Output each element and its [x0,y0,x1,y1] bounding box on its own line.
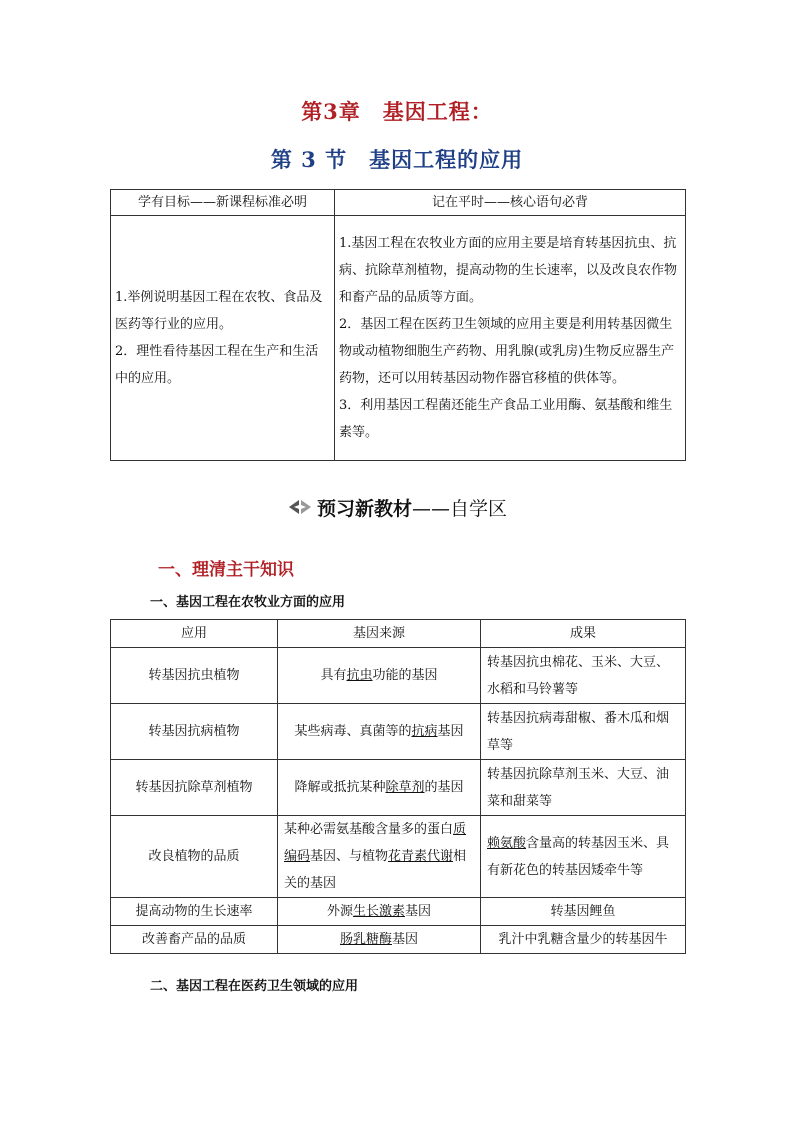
section-title: 第 3 节 基因工程的应用 [270,147,524,172]
cell-gene-source [278,926,481,954]
goals-header-left: 学有目标——新课程标准必明 [111,190,335,216]
text-part: 外源 [326,904,353,919]
goals-header-right: 记在平时——核心语句必背 [335,190,686,216]
text-part: 某些病毒、真菌等的 [294,724,412,739]
cell-result: 转基因抗除草剂玉米、大豆、油菜和甜菜等 [481,760,686,816]
col-header-result: 成果 [481,620,686,648]
core-item: 2．基因工程在医药卫生领域的应用主要是利用转基因微生物或动植物细胞生产药物、用乳腺(或乳房)生物反应器生产药物，还可以用转基因动物作器官移植的供体等。 [339,317,675,386]
goal-item: 1.举例说明基因工程在农牧、食品及医药等行业的应用。 [115,290,323,332]
text-part: 基因 [392,932,419,947]
banner-rest-text: ——自学区 [412,498,508,520]
table-row [111,816,686,898]
text-part: 某种必需氨基酸含量多的蛋白 [284,822,454,837]
col-header-application: 应用 [111,620,278,648]
table-row [111,704,686,760]
cell-result: 乳汁中乳糖含量少的转基因牛 [481,926,686,954]
cell-application: 转基因抗虫植物 [111,648,278,704]
table-row [111,648,686,704]
goals-table [110,189,686,461]
cell-application: 改善畜产品的品质 [111,926,278,954]
goals-left-cell [111,216,335,461]
heading-agriculture: 一、基因工程在农牧业方面的应用 [150,595,346,610]
cell-application: 转基因抗除草剂植物 [111,760,278,816]
book-logo-icon [287,497,313,522]
underlined-term: 花青素代谢 [388,849,454,864]
col-header-gene-source: 基因来源 [278,620,481,648]
cell-application: 转基因抗病植物 [111,704,278,760]
cell-gene-source [278,898,481,926]
underlined-term: 抗病 [411,724,438,739]
heading-medicine: 二、基因工程在医药卫生领域的应用 [150,979,359,994]
goal-item: 2．理性看待基因工程在生产和生活中的应用。 [115,344,319,386]
cell-result: 转基因抗虫棉花、玉米、大豆、水稻和马铃薯等 [481,648,686,704]
goals-right-cell [335,216,686,461]
cell-application: 提高动物的生长速率 [111,898,278,926]
cell-result [481,816,686,898]
cell-gene-source [278,816,481,898]
table-row [111,898,686,926]
applications-table [110,619,686,954]
underlined-term: 除草剂 [385,780,425,795]
underlined-term: 肠乳糖酶 [339,932,392,947]
core-item: 3．利用基因工程菌还能生产食品工业用酶、氨基酸和维生素等。 [339,398,673,440]
cell-gene-source [278,760,481,816]
cell-gene-source [278,648,481,704]
text-part: 基因 [437,724,464,739]
text-part: 含量高的转基因玉米、具有新花色的转基因矮牵牛等 [487,835,670,878]
text-part: 降解或抵抗某种 [294,780,386,795]
core-item: 1.基因工程在农牧业方面的应用主要是培育转基因抗虫、抗病、抗除草剂植物，提高动物的生长速率，以及改良农作物和畜产品的品质等方面。 [339,236,678,305]
chapter-title: 第3章 基因工程： [301,99,493,124]
text-part: 具有 [320,668,347,683]
text-part: 基因、与植物 [310,849,389,864]
underlined-term: 抗虫 [346,668,373,683]
cell-application: 改良植物的品质 [111,816,278,898]
heading-main-knowledge: 一、理清主干知识 [158,560,294,580]
cell-result: 转基因抗病毒甜椒、番木瓜和烟草等 [481,704,686,760]
preview-banner [0,494,794,522]
text-part: 基因 [405,904,432,919]
underlined-term: 生长激素 [352,904,405,919]
cell-gene-source [278,704,481,760]
text-part: 相关的基因 [284,849,467,891]
cell-result: 转基因鲤鱼 [481,898,686,926]
table-row [111,926,686,954]
underlined-term: 赖氨酸 [487,835,527,851]
underlined-term: 质编码 [284,822,467,864]
text-part: 的基因 [424,780,464,795]
banner-bold-text: 预习新教材 [316,498,412,520]
text-part: 功能的基因 [372,668,438,683]
table-row [111,760,686,816]
